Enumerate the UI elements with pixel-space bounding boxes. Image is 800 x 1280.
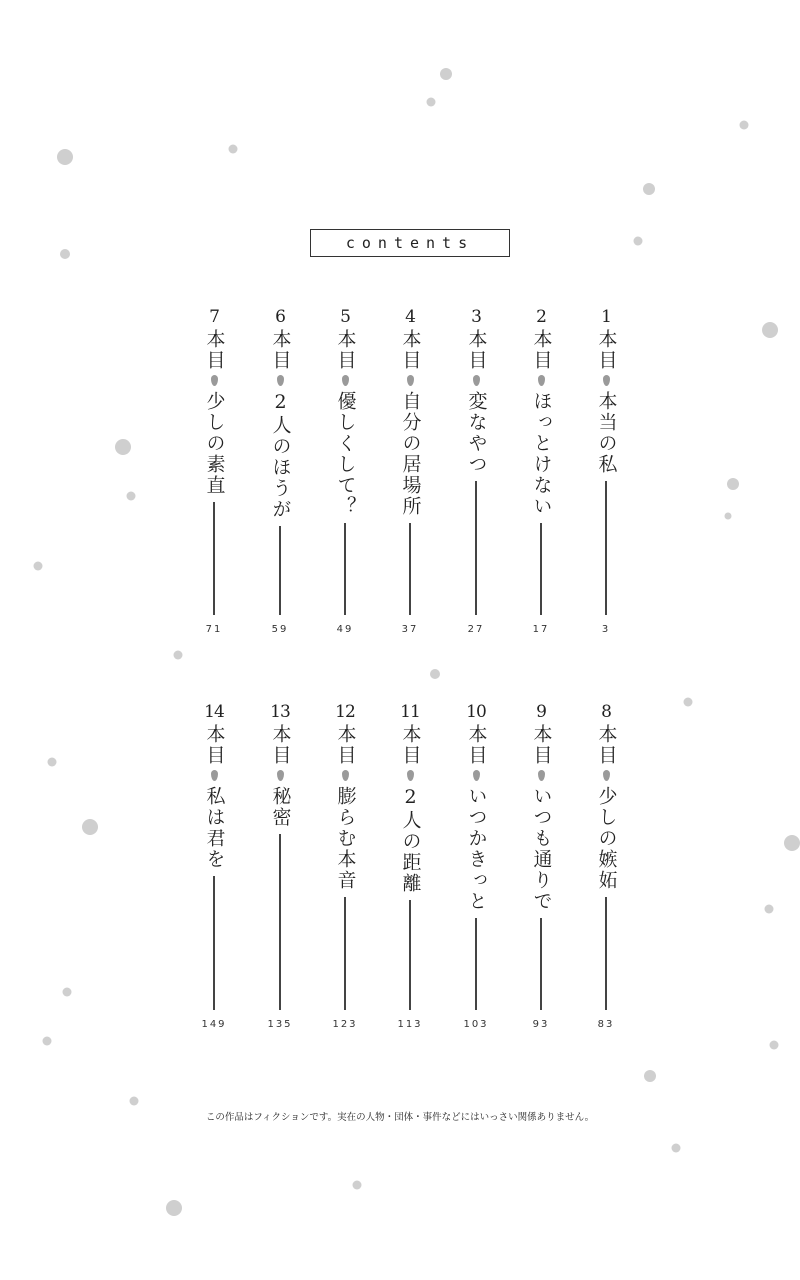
droplet-icon [277, 375, 284, 386]
chapter-entry[interactable] [392, 702, 428, 1032]
droplet-icon [473, 375, 480, 386]
droplet-icon [277, 770, 284, 781]
droplet-icon [342, 375, 349, 386]
droplet-icon [473, 770, 480, 781]
chapter-entry[interactable] [196, 702, 232, 1032]
page-number: 27 [467, 624, 485, 635]
chapter-label: 本目 [334, 329, 357, 371]
chapter-title: 膨らむ本音 [334, 786, 357, 891]
page-number: 113 [397, 1019, 423, 1030]
leader-line [409, 523, 411, 615]
page-number: 123 [332, 1019, 358, 1030]
page-number: 59 [271, 624, 289, 635]
chapter-label: 本目 [399, 329, 422, 371]
leader-line [344, 523, 346, 615]
chapter-number: 8 [601, 702, 611, 722]
chapter-title: いつも通りで [530, 786, 553, 912]
chapter-number: 5 [340, 307, 350, 327]
chapter-title: 変なやつ [465, 391, 488, 475]
chapter-entry[interactable] [523, 307, 559, 637]
chapter-title: 本当の私 [595, 391, 618, 475]
chapter-row-1 [190, 307, 630, 637]
chapter-number: 9 [536, 702, 546, 722]
droplet-icon [407, 375, 414, 386]
page-number: 103 [463, 1019, 489, 1030]
chapter-entry[interactable] [196, 307, 232, 637]
chapter-entry[interactable] [327, 307, 363, 637]
chapter-entry[interactable] [523, 702, 559, 1032]
leader-line [540, 523, 542, 615]
droplet-icon [603, 375, 610, 386]
chapter-title: 少しの嫉妬 [595, 786, 618, 891]
page-number: 149 [201, 1019, 227, 1030]
chapter-entry[interactable] [458, 702, 494, 1032]
droplet-icon [538, 770, 545, 781]
page-number: 17 [532, 624, 550, 635]
droplet-icon [342, 770, 349, 781]
chapter-label: 本目 [465, 724, 488, 766]
leader-line [279, 834, 281, 1010]
chapter-number: 6 [275, 307, 285, 327]
chapter-label: 本目 [465, 329, 488, 371]
leader-line [475, 481, 477, 615]
chapter-title: 優しくして？ [334, 391, 357, 517]
leader-line [344, 897, 346, 1010]
chapter-entry[interactable] [588, 307, 624, 637]
chapter-label: 本目 [595, 329, 618, 371]
chapter-entry[interactable] [458, 307, 494, 637]
chapter-entry[interactable] [262, 702, 298, 1032]
chapter-label: 本目 [530, 724, 553, 766]
page-number: 93 [532, 1019, 550, 1030]
leader-line [213, 876, 215, 1010]
page-number: 71 [205, 624, 223, 635]
chapter-entry[interactable] [327, 702, 363, 1032]
chapter-title: 自分の居場所 [399, 391, 422, 517]
leader-line [475, 918, 477, 1010]
chapter-number: 13 [270, 702, 290, 722]
chapter-number: 1 [601, 307, 611, 327]
leader-line [540, 918, 542, 1010]
leader-line [605, 897, 607, 1010]
chapter-title: 私は君を [203, 786, 226, 870]
chapter-title: 少しの素直 [203, 391, 226, 496]
chapter-title: 秘密 [269, 786, 292, 828]
droplet-icon [603, 770, 610, 781]
leader-line [213, 502, 215, 615]
chapter-number: 12 [335, 702, 355, 722]
chapter-number: 2 [536, 307, 546, 327]
chapter-label: 本目 [269, 329, 292, 371]
page-number: 3 [601, 624, 611, 635]
chapter-number: 14 [204, 702, 224, 722]
droplet-icon [538, 375, 545, 386]
chapter-label: 本目 [595, 724, 618, 766]
chapter-number: 3 [471, 307, 481, 327]
chapter-row-2 [190, 702, 630, 1032]
chapter-title: 2人の距離 [399, 786, 422, 894]
droplet-icon [407, 770, 414, 781]
contents-title: contents [310, 229, 510, 257]
chapter-title: 2人のほうが [269, 391, 292, 520]
page-number: 135 [267, 1019, 293, 1030]
leader-line [409, 900, 411, 1010]
chapter-number: 7 [209, 307, 219, 327]
chapter-entry[interactable] [392, 307, 428, 637]
chapter-number: 4 [405, 307, 415, 327]
chapter-entry[interactable] [588, 702, 624, 1032]
leader-line [605, 481, 607, 615]
chapter-title: いつかきっと [465, 786, 488, 912]
chapter-label: 本目 [269, 724, 292, 766]
chapter-number: 10 [466, 702, 486, 722]
droplet-icon [211, 375, 218, 386]
page-number: 83 [597, 1019, 615, 1030]
chapter-label: 本目 [334, 724, 357, 766]
chapter-title: ほっとけない [530, 391, 553, 517]
chapter-label: 本目 [203, 329, 226, 371]
chapter-entry[interactable] [262, 307, 298, 637]
chapter-label: 本目 [399, 724, 422, 766]
page-number: 37 [401, 624, 419, 635]
droplet-icon [211, 770, 218, 781]
chapter-label: 本目 [530, 329, 553, 371]
page-number: 49 [336, 624, 354, 635]
leader-line [279, 526, 281, 615]
chapter-number: 11 [400, 702, 420, 722]
chapter-label: 本目 [203, 724, 226, 766]
disclaimer-text: この作品はフィクションです。実在の人物・団体・事件などにはいっさい関係ありません。 [205, 1112, 595, 1123]
